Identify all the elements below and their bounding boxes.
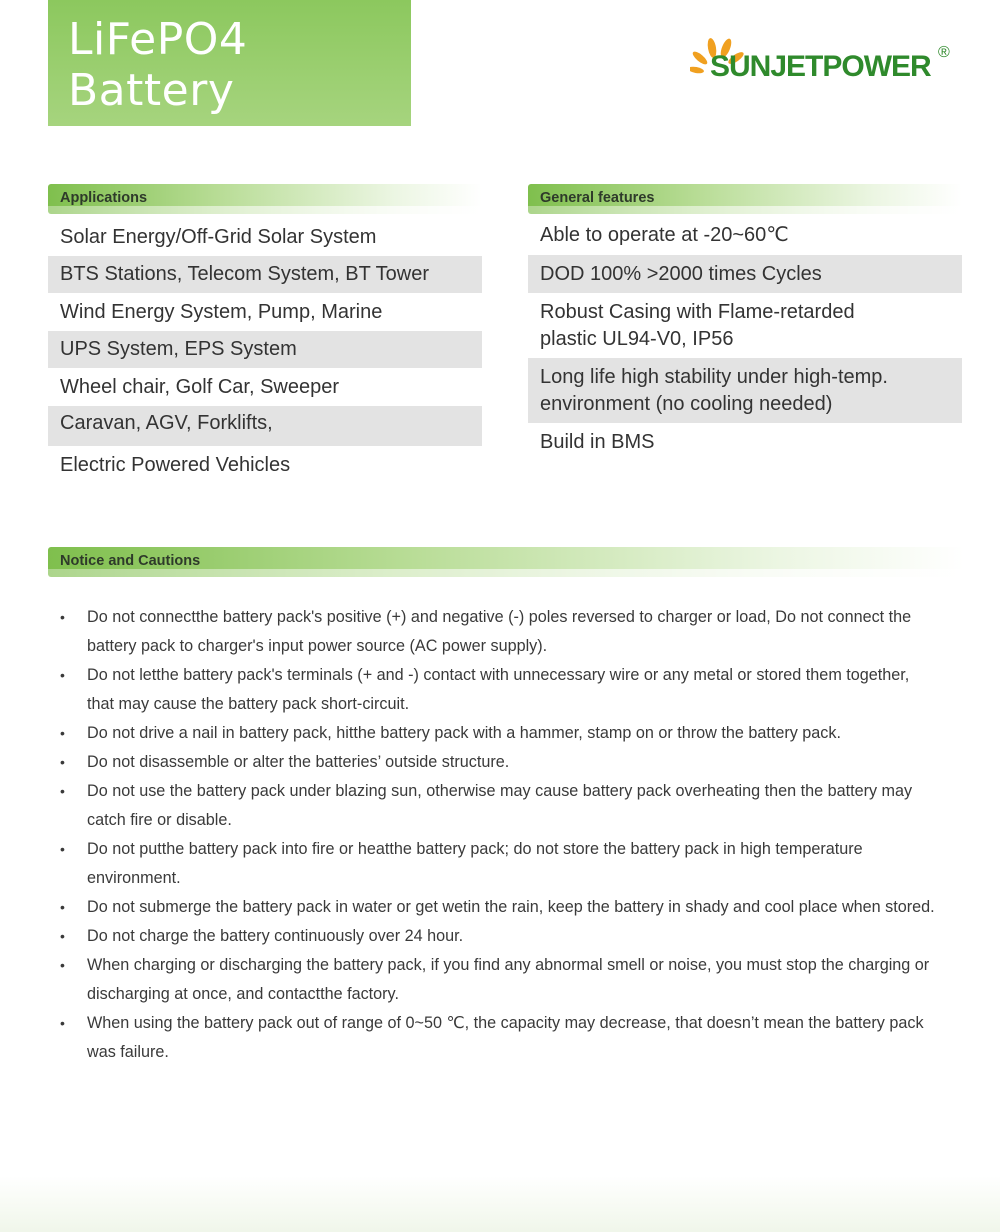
list-item: • Do not letthe battery pack's terminals (+ and -) contact with unnecessary wire or any metal or stored them together, that may cause the battery pack short-circuit. [60, 666, 910, 713]
list-item: DOD 100% >2000 times Cycles [528, 255, 962, 293]
list-item: Solar Energy/Off-Grid Solar System [60, 225, 377, 248]
list-item: Build in BMS [540, 430, 655, 453]
applications-header [48, 184, 482, 214]
list-item: • Do not charge the battery continuously over 24 hour. [60, 927, 464, 945]
list-item: UPS System, EPS System [48, 331, 482, 368]
features-heading: General features [540, 190, 655, 206]
list-item: • Do not connectthe battery pack's positive (+) and negative (-) poles reversed to charger or load, Do not connect the battery pack to charger's input power source (AC power supply). [60, 608, 912, 655]
list-item: Caravan, AGV, Forklifts, [48, 406, 482, 446]
list-item: • Do not submerge the battery pack in water or get wetin the rain, keep the battery in shady and cool place when stored. [60, 898, 935, 916]
list-item: Wind Energy System, Pump, Marine [60, 300, 383, 323]
registered-mark: ® [938, 44, 950, 61]
list-item: • Do not putthe battery pack into fire or heatthe battery pack; do not store the battery pack in high temperature environment. [60, 840, 863, 887]
footer-band [0, 1176, 1000, 1232]
list-item: • Do not disassemble or alter the batteries’ outside structure. [60, 753, 510, 771]
applications-heading: Applications [60, 190, 148, 206]
brand-name: SUNJETPOWER [710, 50, 931, 83]
page-title: LiFePO4 Battery [68, 14, 248, 116]
list-item: Long life high stability under high-temp. environment (no cooling needed) [528, 358, 962, 423]
list-item: Robust Casing with Flame-retarded plastic UL94-V0, IP56 [540, 300, 855, 350]
notice-list [56, 603, 936, 1067]
list-item: • When charging or discharging the battery pack, if you find any abnormal smell or noise, you must stop the charging or discharging at once, and contactthe factory. [60, 956, 930, 1003]
notice-heading: Notice and Cautions [60, 553, 201, 569]
list-item: Electric Powered Vehicles [60, 453, 291, 476]
list-item: • Do not use the battery pack under blazing sun, otherwise may cause battery pack overheating then the battery may catch fire or disable. [60, 782, 913, 829]
list-item: • When using the battery pack out of range of 0~50 ℃, the capacity may decrease, that doesn’t mean the battery pack was failure. [60, 1014, 924, 1061]
list-item: • Do not drive a nail in battery pack, hitthe battery pack with a hammer, stamp on or throw the battery pack. [60, 724, 841, 742]
list-item: Able to operate at -20~60℃ [540, 224, 789, 246]
applications-list [48, 218, 482, 484]
features-list [528, 216, 962, 461]
features-header [528, 184, 962, 214]
list-item: BTS Stations, Telecom System, BT Tower [48, 256, 482, 293]
brand-logo [690, 34, 960, 94]
list-item: Wheel chair, Golf Car, Sweeper [60, 375, 340, 398]
notice-header [48, 547, 964, 577]
title-banner [48, 0, 411, 126]
